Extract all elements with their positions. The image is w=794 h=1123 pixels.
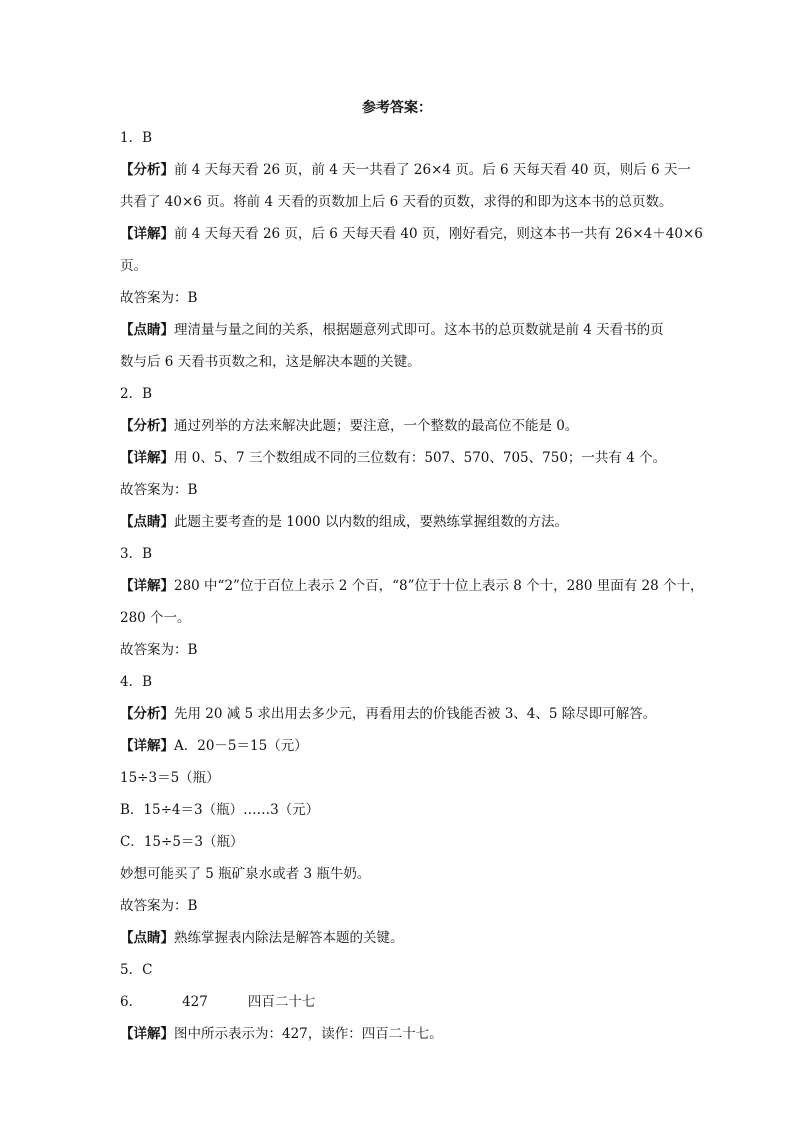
answer-line [120, 858, 680, 890]
line-text: 5．C [120, 962, 153, 978]
line-text: C．15÷5＝3（瓶） [120, 834, 244, 850]
section-tag: 【详解】 [120, 1026, 174, 1042]
q6-number: 6． [120, 994, 143, 1010]
line-text: 前 4 天每天看 26 页，前 4 天一共看了 26×4 页。后 6 天每天看 40 页，则后 6 天一 [174, 162, 691, 178]
line-text: 故答案为：B [120, 642, 198, 658]
answer-line [120, 954, 680, 986]
line-text: 图中所示表示为：427，读作：四百二十七。 [174, 1026, 443, 1042]
answer-line [120, 442, 680, 474]
answer-line [120, 890, 680, 922]
line-text: 280 中“2”位于百位上表示 2 个百，“8”位于十位上表示 8 个十，280 里面有 28 个十， [174, 578, 704, 594]
line-text: 通过列举的方法来解决此题；要注意，一个整数的最高位不能是 0。 [174, 418, 579, 434]
line-text: 先用 20 减 5 求出用去多少元，再看用去的价钱能否被 3、4、5 除尽即可解答。 [174, 706, 657, 722]
q6-answer-words: 四百二十七 [247, 994, 316, 1010]
answer-line [120, 282, 680, 314]
line-text: A．20－5＝15（元） [174, 738, 308, 754]
answer-line [120, 250, 680, 282]
line-text: 1．B [120, 130, 153, 146]
section-tag: 【详解】 [120, 738, 174, 754]
section-tag: 【分析】 [120, 706, 174, 722]
section-tag: 【详解】 [120, 226, 174, 242]
answer-line [120, 378, 680, 410]
answer-line [120, 186, 680, 218]
line-text: 3．B [120, 546, 153, 562]
section-tag: 【详解】 [120, 450, 174, 466]
answer-line [120, 922, 680, 954]
section-tag: 【分析】 [120, 418, 174, 434]
line-text: 熟练掌握表内除法是解答本题的关键。 [174, 930, 404, 946]
answer-line [120, 346, 680, 378]
answer-line [120, 794, 680, 826]
line-text: 故答案为：B [120, 898, 198, 914]
line-text: 此题主要考查的是 1000 以内数的组成，要熟练掌握组数的方法。 [174, 514, 568, 530]
line-text: 280 个一。 [120, 610, 191, 626]
section-tag: 【点睛】 [120, 322, 174, 338]
line-text: 4．B [120, 674, 153, 690]
line-text: 前 4 天每天看 26 页，后 6 天每天看 40 页，刚好看完，则这本书一共有 26×4＋40×6 [174, 226, 703, 242]
answer-line [120, 570, 704, 602]
line-text: 2．B [120, 386, 153, 402]
answer-line [120, 698, 680, 730]
page-title: 参考答案： [362, 100, 432, 116]
line-text: 故答案为：B [120, 290, 198, 306]
answer-line [120, 762, 680, 794]
line-text: 共看了 40×6 页。将前 4 天看的页数加上后 6 天看的页数，求得的和即为这本书的总页数。 [120, 194, 673, 210]
answer-line [120, 538, 680, 570]
line-text: 故答案为：B [120, 482, 198, 498]
section-tag: 【详解】 [120, 578, 174, 594]
line-text: B．15÷4＝3（瓶）……3（元） [120, 802, 320, 818]
q6-detail-line [120, 1018, 680, 1050]
answer-line [120, 474, 680, 506]
line-text: 页。 [120, 258, 147, 274]
answer-line [120, 506, 680, 538]
line-text: 用 0、5、7 三个数组成不同的三位数有：507、570、705、750；一共有 4 个。 [174, 450, 667, 466]
answer-line [120, 826, 680, 858]
answer-line [120, 730, 680, 762]
section-tag: 【分析】 [120, 162, 174, 178]
line-text: 妙想可能买了 5 瓶矿泉水或者 3 瓶牛奶。 [120, 866, 371, 882]
q6-answer-line [120, 986, 680, 1018]
answer-line [120, 314, 680, 346]
line-text: 数与后 6 天看书页数之和，这是解决本题的关键。 [120, 354, 421, 370]
answer-content [120, 122, 704, 1050]
answer-line [120, 410, 680, 442]
answer-line [120, 122, 680, 154]
answer-line [120, 154, 691, 186]
section-tag: 【点睛】 [120, 930, 174, 946]
answer-line [120, 666, 680, 698]
answer-line [120, 218, 703, 250]
section-tag: 【点睛】 [120, 514, 174, 530]
line-text: 理清量与量之间的关系，根据题意列式即可。这本书的总页数就是前 4 天看书的页 [174, 322, 664, 338]
answer-line [120, 634, 680, 666]
q6-answer-numeral: 427 [182, 994, 208, 1010]
answer-line [120, 602, 680, 634]
line-text: 15÷3＝5（瓶） [120, 770, 220, 786]
